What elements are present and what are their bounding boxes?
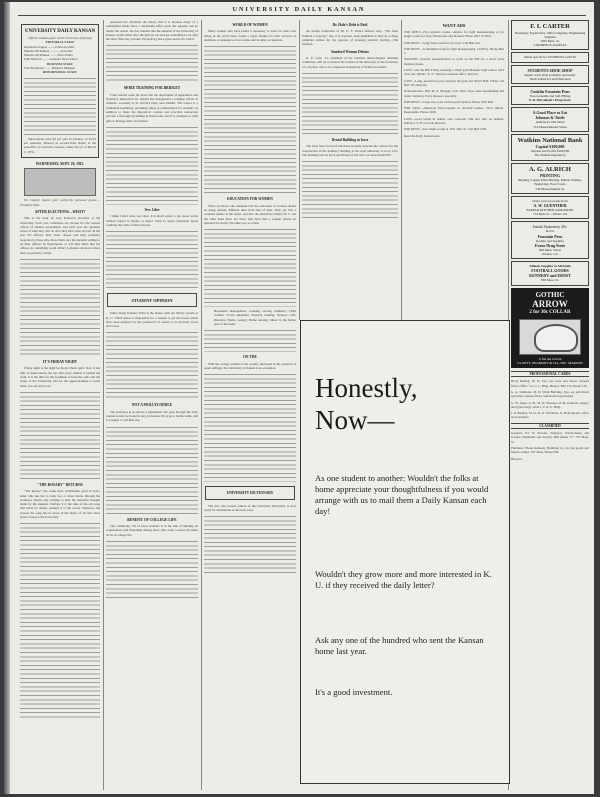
ad-evans-drug xyxy=(511,221,589,259)
ad-name: F. I. CARTER xyxy=(530,23,570,30)
professional-card: Harry Reding, M. D. Eye, ear, nose and throat. Glasses fitted. Office 7 A. U. C. Bldg. Phones: Bell 133, Home 519. xyxy=(511,379,589,388)
staff-line: John Sullivan ........ Assistant News Editor xyxy=(24,57,78,62)
ad-line: Fountain Pens xyxy=(537,233,563,239)
want-ad: FOR RENT—Large airy room with board if desired. Phone 1087 Bell. xyxy=(404,99,495,104)
article-headline: IT'S FRIDAY NIGHT xyxy=(42,359,78,364)
ad-name: Athletic Supplies of All Kinds xyxy=(529,264,571,269)
ad-line: 714 Mass St.—Phone 116 xyxy=(532,212,568,217)
ad-paragraph: It's a good investment. xyxy=(315,687,393,697)
article-body: K. E. Leib, '15, chairman of the Stanford intercollegiate debating committee, will try to interest the women of the university in the formation of a forensic club to be composed exclusively of Stanford women. xyxy=(302,56,398,69)
ad-line: KENNEDY and ERNST xyxy=(529,273,571,279)
article-body: There are those who maintain that the education of women should be along entirely different lines from that of men. They say that a woman's sphere is the home, and that she should be trained for it. On the other hand there are those who hold that a woman should be educated in exactly the same way as a man. xyxy=(204,203,296,225)
article-headline: NOT A MOLLYCODDLE xyxy=(131,403,173,408)
article-headline: BENEFIT OF COLLEGE LIFE xyxy=(127,517,177,522)
want-ad: FOR RENT—Five upstairs rooms, suitable for light housekeeping or for single rooms for boys. House new and modern. Phone 2615 W, Bell. xyxy=(404,30,504,39)
page-masthead: UNIVERSITY DAILY KANSAN xyxy=(232,6,366,13)
article-body-continued xyxy=(204,372,296,482)
article-headline: ON THE xyxy=(243,355,257,360)
ad-line: Stationery, Typewriters, Office Supplies, Engineering Supplies xyxy=(514,30,586,39)
poem-continued xyxy=(106,229,198,289)
article-body-continued xyxy=(106,330,198,400)
article-body: president has advanced the theory that it is because many of a sentimental nature have a depressing effect upon the appetite, but no matter the reason, the fact remains that the students of the University of Kansas would rather have the girls go out and get something to eat after the show than stay at home. Psychology has a great deal to do with it. xyxy=(106,20,198,42)
classified-title: CLASSIFIED xyxy=(511,423,589,429)
ad-carter xyxy=(511,20,589,50)
article-body-continued xyxy=(106,425,198,515)
ad-line: FOOTBALL GOODS xyxy=(531,268,569,274)
column-editorial xyxy=(20,20,100,790)
professional-card: G. A. Simmons, M. D. Thirk Building. Eye, ear and throat specialist. Glasses fitted. Satisfaction guaranteed. xyxy=(511,389,589,399)
issue-date: WEDNESDAY, SEPT. 29, 1915. xyxy=(35,161,85,166)
article-body-continued xyxy=(302,71,398,135)
classified-entry: Plumbers: Phone Kennedy Plumbing Co. for gas goods and Mazda Lamps. 937 Mass. Phone 658. xyxy=(511,446,589,455)
want-ad: Read the Daily Kansan Ads. xyxy=(404,133,441,138)
nameplate-box xyxy=(21,24,99,158)
newspaper-page xyxy=(4,2,594,794)
ad-line: Repair work done promptly and neatly xyxy=(524,72,576,77)
ad-line: Phones 114 xyxy=(542,251,558,256)
masthead-rule xyxy=(18,15,586,16)
ad-name: STUDENTS SHOE SHOP xyxy=(527,67,573,73)
staff-line: Raymond Clapper ........ Editor-in-chief xyxy=(24,44,75,49)
ad-line: 838 Mass. St. xyxy=(541,278,559,283)
poem-title: Vers Libre xyxy=(144,207,160,212)
ad-line: Work Called for and Delivered xyxy=(529,76,571,81)
nameplate: UNIVERSITY DAILY KANSAN xyxy=(24,29,96,34)
staff-line: Maurice McKinnon ........ News Editor xyxy=(24,53,74,58)
collar-price: 2 for 30c COLLAR xyxy=(529,309,571,315)
ad-line: Kodaks and Supplies xyxy=(536,238,564,243)
ad-line: The Student Depository xyxy=(534,153,566,158)
ad-line: Order your Groceries from xyxy=(532,198,568,203)
ad-name: A Good Place to Eat xyxy=(532,110,568,116)
article-headline: "THE ROSARY" RETURNS xyxy=(37,482,83,487)
column-advertisements xyxy=(511,20,589,794)
professional-card: J. R. Bechtel, M. D., D. O. 810 Mass. St. Both phones, office and residence. xyxy=(511,411,589,420)
ad-paragraph: As one student to another: Wouldn't the folks at home appreciate your thoughtfulness if you would arrange with us to mail them a Daily Kansan each day! xyxy=(315,473,489,516)
ad-line: Surplus and Profits $100,000 xyxy=(530,149,570,154)
ad-arrow-collar xyxy=(511,288,589,368)
student-opinion-heading: STUDENT OPINION xyxy=(131,298,173,304)
want-ad: FOR RENT—Large front room for two boys. Call Bell 414. xyxy=(404,40,481,45)
want-ad: LOST—On the Hill Friday morning a small gold Masonic high school 1914 class pin. Initials "E. T." Return to Kansan office. Reward. xyxy=(404,68,504,77)
ad-line: & box xyxy=(545,229,555,234)
collar-tagline: It fits the Cravat xyxy=(538,356,562,361)
article-body-continued xyxy=(20,257,100,357)
want-ad: FOR RENT—A furnished room for light housekeeping. 1228 Ky. Phone Bell 5. xyxy=(404,46,504,56)
ad-line: 714 Massachusetts Street xyxy=(533,124,567,129)
ad-line: Capital $100,000 xyxy=(535,144,565,150)
article-body: The professor is as sincere a gentleman who goes through the daily routine as may be found in any profession. He is not a mollycoddle, and it is unjust to call him one. xyxy=(106,409,198,423)
student-opinion-box xyxy=(107,293,197,307)
collar-brand: ARROW xyxy=(532,298,568,309)
editorial-emblem xyxy=(24,168,96,196)
professional-cards-title: PROFESSIONAL CARDS xyxy=(511,371,589,377)
article-body: Editor Daily Kansan: What is the matter with our library system at K. U. which makes it impossible for a student to get the books which have been assigned by the professors? It seems to be growing worse and worse. xyxy=(106,311,198,329)
article-body-continued xyxy=(20,521,100,721)
article-body: The Iowa State board of education recently awarded the contract for the construction of the dentistry building at the state university at Iowa City. The building will be brick and fireproof and will cost about $140,000. xyxy=(302,144,398,157)
article-body: Friday night is the night for Rock Chalk spirit. Now is the time to make known the fact that every student is behind the team. It is the time for the freshmen to learn the yells and the songs of the University, and for the upperclassmen to teach them. Get out and boost. xyxy=(20,366,100,388)
classified-entry: Jewelers: Ed. W. Parsons, Engraver, Watch-maker and Jeweler. Diamonds and Jewelry. Bell phone 717. 747 Mass. St. xyxy=(511,431,589,444)
ad-meals xyxy=(511,52,589,62)
ad-line: Initial Stationery 35c xyxy=(533,224,567,230)
article-headline: AFTER ELECTIONS—WHAT? xyxy=(34,209,86,214)
ad-line: Meals special for STUDENTS at $3.50 xyxy=(524,55,576,60)
staff-line: EDITORIAL STAFF xyxy=(45,40,75,45)
staff-line: BUSINESS STAFF xyxy=(46,61,74,66)
article-body: Many women who have found it necessary to work for their own living in the world have found a ready market for their services as dietitians, as managers of tea rooms, and in other occupations. xyxy=(204,29,296,42)
want-ad: FOR SALE—American Encyclopedia in one-half leather, 1915 edition. Reasonable. Phone 1000. xyxy=(404,106,504,115)
article-body-continued xyxy=(204,227,296,307)
ad-paragraph: Wouldn't they grow more and more interested in K. U. if they received the daily letter? xyxy=(315,569,492,590)
article-body-continued xyxy=(106,539,198,599)
ad-line: LAWRENCE, KANSAS xyxy=(533,43,567,48)
course-list: Household management; Cooking, sewing, millinery; Child welfare; Social amenities; Physical training; Nursery craft; Dietetics; Home cookery; Home nursing; Music in the home; Arts of the home xyxy=(214,309,296,327)
article-headline: WORLD OF WOMEN xyxy=(232,23,268,27)
ad-conklin-pens xyxy=(511,86,589,105)
article-body-continued xyxy=(106,43,198,83)
article-body: "The Rosary" has come back. Indefinable good in every hand. One has but to walk two or three blocks through the residence district any evening to hear the melodies brought home by the students. Perhaps it is the tune of the old song that holds its charm, perhaps it is the words. Whatever the reason, the song has its place in the hearts of all who have heard it sung at the University. xyxy=(20,489,100,520)
article-headline: MORE TRAINING FOR BRIDGET xyxy=(123,86,181,91)
want-ad: LOST—Gold watch in leather case, between 13th and 14th on Indiana. Initials J. P. H. on back. Reward. xyxy=(404,116,504,126)
article-body: The new and revised edition of the University Dictionary is now ready for distribution at the book store. xyxy=(204,503,296,513)
article-headline: Stanford Women Debate xyxy=(331,49,369,54)
ad-headline-line2: Now— xyxy=(315,405,395,435)
column-rule xyxy=(401,20,402,320)
article-headline: Dental Building at Iowa xyxy=(331,137,369,142)
column-rule xyxy=(103,20,104,790)
ad-line: PRINTING xyxy=(539,173,560,179)
dictionary-box xyxy=(205,486,295,499)
collar-illustration xyxy=(519,319,581,355)
article-body-continued xyxy=(302,159,398,219)
article-headline: Dr. Hale's Debt is Paid xyxy=(332,23,368,27)
article-body-continued xyxy=(204,514,296,574)
ad-line: F. D. McColloch's Drug Store xyxy=(529,98,571,103)
ad-name: Watkins National Bank xyxy=(517,136,583,144)
article-body: This is the hour of very hallowed elections at the University. Each year candidates are chosen for the various offices of student government, and each year the question arises of what they will do after they have been elected. In the past the officers have been chosen and then promptly forgotten by those who chose them. Are the students willing to let their officers be figureheads, or will they insist that the officers do something worth while? A student election is more than a popularity contest. xyxy=(20,216,100,255)
want-ad: FOR RENT—Two single rooms at 1231 Ohio St. Call Bell 1004. xyxy=(404,127,488,132)
column-want-ads xyxy=(404,20,504,316)
ad-guenther xyxy=(511,196,589,220)
collar-style: GOTHIC xyxy=(535,290,565,299)
nameplate-subtitle: Official student paper of the University of Kansas xyxy=(28,36,92,40)
ad-kennedy-ernst xyxy=(511,261,589,285)
poem-body: I think I shall write vers libre. It is much easier to put down words without regard to rhyme or meter. Then to spend ridiculous hours combing the walls of linear meters. xyxy=(106,214,198,227)
article-body: An Italian translation of Dr. E. E. Hale's famous story, "The Man Without a Country," has, it is reported, been published in Italy in a cheap pamphlet edition for the purpose of arousing patriotic feeling.—The Outlook. xyxy=(302,29,398,47)
classified-entry: Bicycles xyxy=(511,456,522,461)
staff-roster-lines xyxy=(24,76,96,136)
subscription-notice: Subscription price $2 per year in advance, or $1.25 per semester. Entered as second-class matter at the postoffice at Lawrence, Kansas, under the act of March 3, 1879. xyxy=(24,136,96,154)
want-ad: Demonstration. Mrs. M. A. Morgan, 1331 Tenn. Up-to-date dressmaking and ladies' tailoring. Early dresses a specialty. xyxy=(404,89,504,98)
collar-maker: CLUETT, PEABODY & CO., INC. MAKERS xyxy=(517,360,583,365)
want-ads-title: WANT ADS xyxy=(442,23,466,28)
ad-line: Johnson & Tuttle xyxy=(535,115,565,121)
ad-johnson-tuttle xyxy=(511,107,589,131)
column-rule xyxy=(201,20,202,790)
ad-line: Non-Leakable and Self-Filling xyxy=(529,93,571,98)
want-ad: WANTED—Several representatives to work on the Hill for a down town business house. xyxy=(404,57,504,66)
article-headline: UNIVERSITY DICTIONARY xyxy=(226,491,274,496)
ad-name: A. W. GUENTHER xyxy=(533,202,567,208)
kansan-subscription-ad xyxy=(300,320,510,784)
column-three xyxy=(204,20,296,790)
column-four xyxy=(302,20,398,316)
staff-line: REPORTORIAL STAFF xyxy=(42,70,78,75)
column-rule xyxy=(299,20,300,320)
ad-line: Anderson's Old Stand xyxy=(535,120,565,125)
article-body-continued xyxy=(204,44,296,194)
ad-headline-line1: Honestly, xyxy=(315,373,418,403)
column-two xyxy=(106,20,198,790)
editorial-quote: No Capital means your university personal power.—President Eliot. xyxy=(20,198,100,207)
ad-line: 849 Mass. Street xyxy=(538,247,562,252)
professional-card: G. W. Jones, A. B., M. D. Diseases of the stomach, surgery and gynecology. Suite 1, F. A. U. Bldg. xyxy=(511,400,589,409)
ad-line: 1025 Mass. St. xyxy=(540,38,560,43)
article-body-continued xyxy=(20,390,100,480)
article-body: The commodity life of most students is in the line of building an acquaintance and friendship among those who come to know the inner circle of college life. xyxy=(106,524,198,537)
ad-shoe-shop xyxy=(511,65,589,84)
ad-line: Binding, Copper Plate Printing, Rubber Stamps, Engraving, Proof Cards xyxy=(518,178,582,187)
ad-alrich xyxy=(511,163,589,194)
staff-line: Maurice McKinnon ............ Associate xyxy=(24,48,73,53)
page-edge-shadow xyxy=(4,2,10,794)
ad-paragraph: Ask any one of the hundred who sent the Kansan home last year. xyxy=(315,635,484,656)
article-body-continued xyxy=(106,125,198,205)
article-headline: EDUCATION FOR WOMEN xyxy=(227,197,273,202)
ad-watkins-bank xyxy=(511,134,589,161)
staff-line: Elna Brodersen ........ Business Manager xyxy=(24,66,76,71)
ad-name: Evans Drug Store xyxy=(534,242,566,248)
ad-line: FARM & KITCHEN GROCERIES xyxy=(526,207,574,212)
article-body: With the college women of the country interested in the question of equal suffrage, the University of Kansas is no exception. xyxy=(204,361,296,371)
ad-line: 744 Massachusetts St. xyxy=(535,186,565,191)
ad-name: Conklin Fountain Pens xyxy=(530,88,570,94)
want-ad: LOST—Long, jeweled bar pin, between the gym and Oliver Hall. Finder call Bell 701. Reward. xyxy=(404,78,504,87)
article-body: From Ireland come the news that the department of Agriculture and Technical Instruction for Ireland has inaugurated a training school in domestic economy at St. Kevin's Park, near Dublin. The school is a residential institution, providing ample accommodation for students. In addition to these the theoretical courses and practical instruction provide a thorough grounding in housework, and it is designed to train girls to manage their own homes. xyxy=(106,92,198,123)
article-body-continued xyxy=(204,328,296,352)
ad-name: A. G. ALRICH xyxy=(529,165,571,173)
